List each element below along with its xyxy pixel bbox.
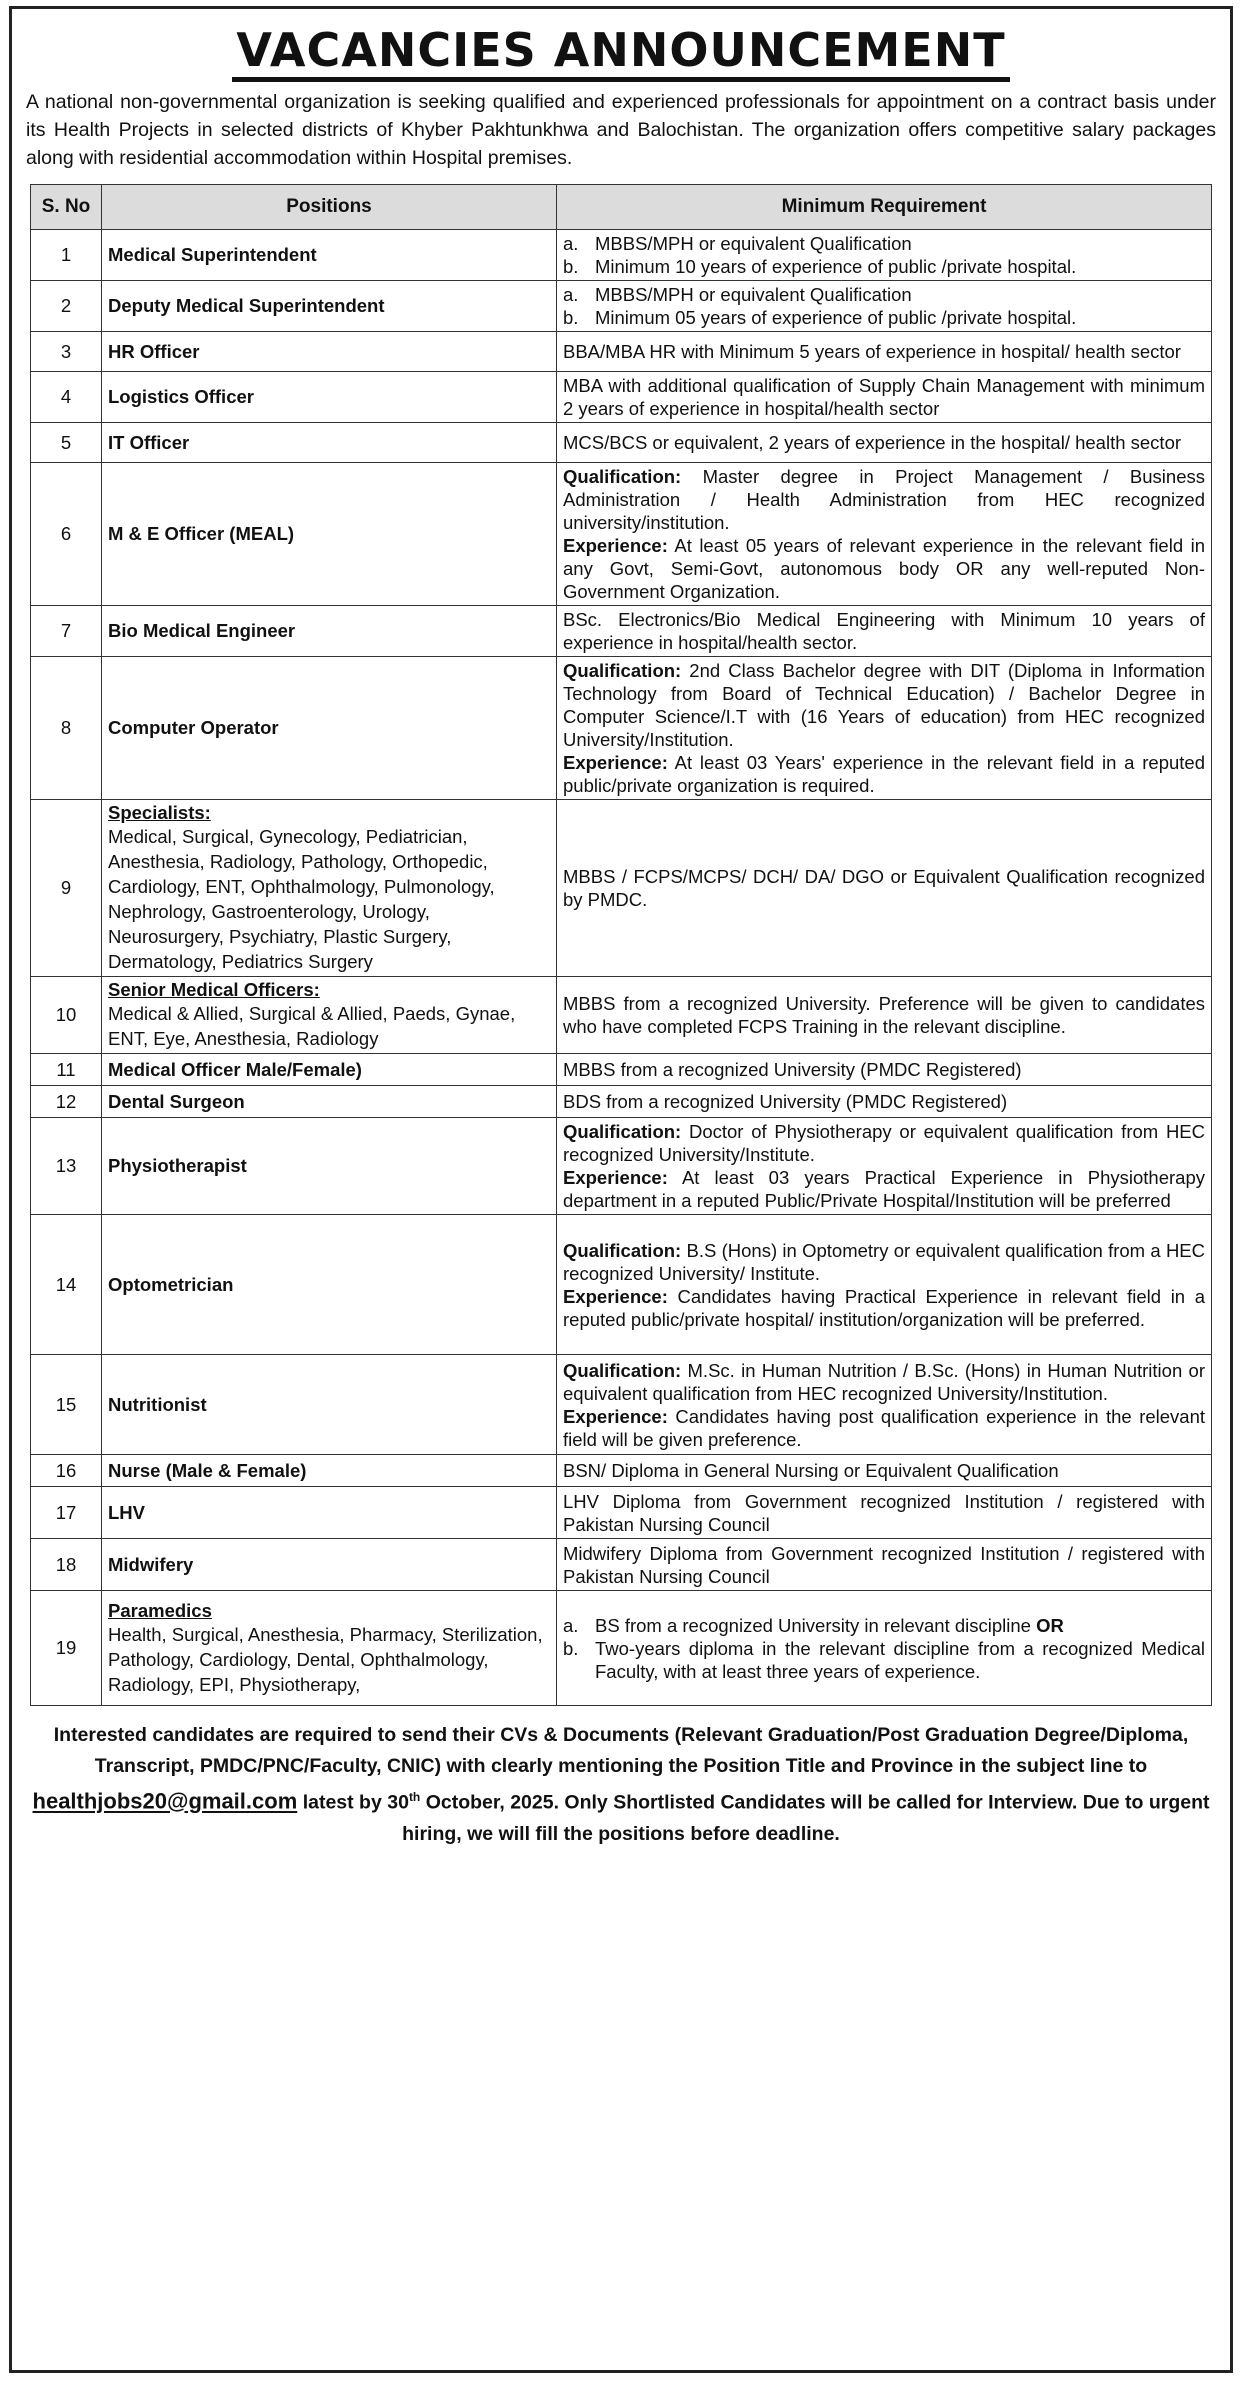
item-text [595, 283, 1205, 306]
requirement-item [563, 232, 1205, 255]
requirement-text: MBBS from a recognized University. Preference will be given to candidates who have completed FCPS Training in the relevant discipline. [563, 993, 1205, 1037]
requirement-cell [557, 230, 1212, 281]
application-instructions [12, 1706, 1230, 1850]
table-row [31, 800, 1212, 977]
position-cell [102, 1355, 557, 1455]
row-number: 8 [31, 657, 102, 800]
item-marker: a. [563, 1614, 579, 1636]
position-cell [102, 281, 557, 332]
item-marker: b. [563, 256, 579, 277]
deadline-month: October, 2025 [425, 1791, 554, 1814]
position-cell [102, 423, 557, 463]
requirement-cell [557, 1591, 1212, 1706]
item-text [595, 255, 1205, 278]
requirement-label: Qualification: [563, 1239, 682, 1261]
requirement-label: Qualification: [563, 466, 682, 487]
requirement-part [563, 534, 1205, 603]
requirement-text: MBA with additional qualification of Supply Chain Management with minimum 2 years of experience in hospital/health sector [563, 375, 1205, 419]
footer-text-1: Interested candidates are required to send their CVs & Documents (Relevant Graduation/Post Graduation Degree/Diploma, Transcript, PMDC/PNC/Faculty, CNIC) with clearly mentioning the Position Title and Province in the subject line to [53, 1724, 1189, 1777]
position-title: Nutritionist [108, 1393, 207, 1415]
row-number: 6 [31, 463, 102, 606]
row-number: 1 [31, 230, 102, 281]
header-sno: S. No [31, 185, 102, 230]
position-cell [102, 1539, 557, 1591]
requirement-text: MBBS / FCPS/MCPS/ DCH/ DA/ DGO or Equivalent Qualification recognized by PMDC. [563, 866, 1205, 910]
requirement-cell [557, 1539, 1212, 1591]
position-title: Midwifery [108, 1553, 194, 1575]
position-cell [102, 372, 557, 423]
requirement-text: MCS/BCS or equivalent, 2 years of experience in the hospital/ health sector [563, 432, 1182, 453]
position-cell [102, 1591, 557, 1706]
row-number: 13 [31, 1118, 102, 1215]
position-title: Logistics Officer [108, 386, 254, 407]
table-row [31, 606, 1212, 657]
position-title: Nurse (Male & Female) [108, 1459, 307, 1481]
row-number: 2 [31, 281, 102, 332]
requirement-cell [557, 372, 1212, 423]
requirement-text: BSc. Electronics/Bio Medical Engineering with Minimum 10 years of experience in hospital/health sector. [563, 609, 1205, 653]
item-text-body: Two-years diploma in the relevant discipline from a recognized Medical Faculty, with at least three years of experience. [595, 1637, 1205, 1682]
email-link[interactable]: healthjobs20@gmail.com [32, 1788, 298, 1814]
position-title: Medical Superintendent [108, 244, 317, 265]
table-row [31, 1455, 1212, 1487]
table-row [31, 1118, 1212, 1215]
row-number: 12 [31, 1086, 102, 1118]
position-disciplines: Medical, Surgical, Gynecology, Pediatrician, Anesthesia, Radiology, Pathology, Orthopedic, Cardiology, ENT, Ophthalmology, Pulmonology, Nephrology, Gastroenterology, Urology, Neurosurgery, Psychiatry, Plastic Surgery, Dermatology, Pediatrics Surgery [108, 826, 495, 972]
item-text-body: Minimum 10 years of experience of public /private hospital. [595, 256, 1077, 277]
title-wrap [12, 9, 1230, 82]
requirement-label: Experience: [563, 1167, 668, 1188]
position-title: Optometrician [108, 1273, 234, 1295]
position-cell [102, 1487, 557, 1539]
requirement-part [563, 1405, 1205, 1451]
requirement-cell [557, 1086, 1212, 1118]
requirement-part-text: At least 03 Years' experience in the relevant field in a reputed public/private organization is required. [563, 752, 1205, 796]
position-cell [102, 1054, 557, 1086]
item-text [595, 1614, 1205, 1637]
footer-text-2: latest by [302, 1791, 382, 1814]
header-positions: Positions [102, 185, 557, 230]
requirement-text: MBBS from a recognized University (PMDC Registered) [563, 1059, 1022, 1080]
requirement-cell [557, 606, 1212, 657]
requirement-part [563, 1166, 1205, 1212]
requirement-cell [557, 1455, 1212, 1487]
row-number: 3 [31, 332, 102, 372]
table-row [31, 372, 1212, 423]
item-marker: b. [563, 1637, 579, 1659]
table-row [31, 281, 1212, 332]
row-number: 17 [31, 1487, 102, 1539]
requirement-part [563, 1120, 1205, 1166]
requirement-part [563, 1359, 1205, 1405]
row-number: 9 [31, 800, 102, 977]
table-row [31, 1355, 1212, 1455]
requirement-item [563, 1614, 1205, 1637]
requirement-text: Midwifery Diploma from Government recognized Institution / registered with Pakistan Nursing Council [563, 1542, 1205, 1587]
position-cell [102, 800, 557, 977]
requirement-cell [557, 332, 1212, 372]
requirement-part [563, 659, 1205, 751]
position-title: LHV [108, 1501, 145, 1523]
position-title: M & E Officer (MEAL) [108, 523, 295, 544]
requirement-cell [557, 1355, 1212, 1455]
position-group-heading: Paramedics [108, 1599, 212, 1621]
requirement-cell [557, 423, 1212, 463]
table-row [31, 977, 1212, 1054]
requirement-part-text: B.S (Hons) in Optometry or equivalent qualification from a HEC recognized University/ Institute. [563, 1239, 1206, 1284]
table-row [31, 1539, 1212, 1591]
table-body [31, 230, 1212, 1706]
requirement-part [563, 465, 1205, 534]
requirement-text: BSN/ Diploma in General Nursing or Equivalent Qualification [563, 1460, 1059, 1481]
position-cell [102, 463, 557, 606]
position-cell [102, 977, 557, 1054]
position-disciplines: Medical & Allied, Surgical & Allied, Paeds, Gynae, ENT, Eye, Anesthesia, Radiology [108, 1003, 516, 1049]
row-number: 16 [31, 1455, 102, 1487]
requirement-item [563, 255, 1205, 278]
position-cell [102, 1215, 557, 1355]
requirement-part [563, 1239, 1205, 1285]
item-text-body: Minimum 05 years of experience of public /private hospital. [595, 307, 1077, 328]
requirement-label: Qualification: [563, 1121, 682, 1142]
requirement-cell [557, 1118, 1212, 1215]
position-title: Deputy Medical Superintendent [108, 295, 385, 316]
requirement-cell [557, 281, 1212, 332]
requirement-item [563, 1637, 1205, 1683]
requirement-cell [557, 463, 1212, 606]
position-cell [102, 1086, 557, 1118]
item-text-body: MBBS/MPH or equivalent Qualification [595, 233, 912, 254]
table-row [31, 657, 1212, 800]
position-title: IT Officer [108, 431, 190, 453]
row-number: 15 [31, 1355, 102, 1455]
requirement-part-text: At least 05 years of relevant experience in the relevant field in any Govt, Semi-Govt, autonomous body OR any well-reputed Non-Government Organization. [563, 535, 1205, 602]
position-title: Medical Officer Male/Female) [108, 1058, 362, 1080]
requirement-text: BBA/MBA HR with Minimum 5 years of experience in hospital/ health sector [563, 341, 1181, 362]
requirement-part-text: Master degree in Project Management / Business Administration / Health Administration from HEC recognized university/institution. [563, 466, 1205, 533]
requirement-cell [557, 1487, 1212, 1539]
position-cell [102, 606, 557, 657]
item-emphasis: OR [1036, 1614, 1064, 1636]
table-row [31, 230, 1212, 281]
position-title: Computer Operator [108, 717, 279, 738]
requirement-part-text: M.Sc. in Human Nutrition / B.Sc. (Hons) in Human Nutrition or equivalent qualification from HEC recognized University/Institution. [563, 1359, 1205, 1404]
table-header-row [31, 185, 1212, 230]
requirement-cell [557, 800, 1212, 977]
position-title: Dental Surgeon [108, 1090, 245, 1112]
table-row [31, 1487, 1212, 1539]
item-text [595, 1637, 1205, 1683]
row-number: 11 [31, 1054, 102, 1086]
table-row [31, 332, 1212, 372]
position-cell [102, 657, 557, 800]
requirement-label: Experience: [563, 1285, 668, 1307]
requirement-label: Qualification: [563, 660, 682, 681]
requirement-part-text: At least 03 years Practical Experience in Physiotherapy department in a reputed Public/Private Hospital/Institution will be preferred [563, 1167, 1205, 1211]
item-marker: a. [563, 233, 579, 254]
row-number: 18 [31, 1539, 102, 1591]
table-row [31, 1591, 1212, 1706]
requirement-cell [557, 977, 1212, 1054]
requirement-part-text: 2nd Class Bachelor degree with DIT (Diploma in Information Technology from Board of Technical Education) / Bachelor Degree in Computer Science/I.T with (16 Years of education) from HEC recognized University/Institution. [563, 660, 1206, 750]
position-cell [102, 1118, 557, 1215]
requirement-item [563, 283, 1205, 306]
item-text-body: BS from a recognized University in relevant discipline [595, 1614, 1031, 1636]
row-number: 19 [31, 1591, 102, 1706]
footer-text-3: . Only Shortlisted Candidates will be called for Interview. Due to urgent hiring, we will fill the positions before deadline. [402, 1791, 1210, 1845]
deadline-day: 30 [387, 1791, 409, 1814]
requirement-part [563, 751, 1205, 797]
requirement-label: Experience: [563, 752, 668, 773]
requirement-text: LHV Diploma from Government recognized Institution / registered with Pakistan Nursing Council [563, 1490, 1205, 1535]
requirement-cell [557, 1215, 1212, 1355]
requirement-item [563, 306, 1205, 329]
requirement-label: Qualification: [563, 1359, 682, 1381]
table-row [31, 1215, 1212, 1355]
row-number: 4 [31, 372, 102, 423]
position-cell [102, 230, 557, 281]
requirement-text: BDS from a recognized University (PMDC Registered) [563, 1091, 1008, 1112]
position-group-heading: Senior Medical Officers: [108, 979, 320, 1000]
table-row [31, 423, 1212, 463]
row-number: 5 [31, 423, 102, 463]
item-text [595, 306, 1205, 329]
intro-paragraph: A national non-governmental organization is seeking qualified and experienced professionals for appointment on a contract basis under its Health Projects in selected districts of Khyber Pakhtunkhwa and Balochistan. The organization offers competitive salary packages along with residential accommodation within Hospital premises. [26, 91, 1216, 169]
position-title: Bio Medical Engineer [108, 620, 296, 641]
requirement-part-text: Candidates having post qualification experience in the relevant field will be given preference. [563, 1405, 1206, 1450]
header-requirement: Minimum Requirement [557, 185, 1212, 230]
requirement-label: Experience: [563, 535, 668, 556]
position-cell [102, 1455, 557, 1487]
table-row [31, 1086, 1212, 1118]
position-group-heading: Specialists: [108, 802, 211, 823]
position-title: Physiotherapist [108, 1155, 247, 1176]
item-text [595, 232, 1205, 255]
vacancies-table [30, 184, 1212, 1706]
row-number: 10 [31, 977, 102, 1054]
item-marker: a. [563, 284, 579, 305]
table-row [31, 1054, 1212, 1086]
deadline-suffix: th [408, 1790, 421, 1804]
table-row [31, 463, 1212, 606]
position-title: HR Officer [108, 340, 200, 362]
requirement-cell [557, 657, 1212, 800]
position-cell [102, 332, 557, 372]
announcement-page [9, 6, 1233, 2373]
item-text-body: MBBS/MPH or equivalent Qualification [595, 284, 912, 305]
requirement-part-text: Candidates having Practical Experience in relevant field in a reputed public/private hospital/ institution/organization will be preferred. [563, 1285, 1206, 1330]
row-number: 7 [31, 606, 102, 657]
position-disciplines: Health, Surgical, Anesthesia, Pharmacy, Sterilization, Pathology, Cardiology, Dental, Ophthalmology, Radiology, EPI, Physiotherapy, [108, 1623, 543, 1695]
page-title: VACANCIES ANNOUNCEMENT [232, 23, 1009, 82]
requirement-cell [557, 1054, 1212, 1086]
requirement-part [563, 1285, 1205, 1331]
requirement-label: Experience: [563, 1405, 668, 1427]
item-marker: b. [563, 307, 579, 328]
row-number: 14 [31, 1215, 102, 1355]
requirement-part-text: Doctor of Physiotherapy or equivalent qualification from HEC recognized University/Institute. [563, 1121, 1206, 1165]
